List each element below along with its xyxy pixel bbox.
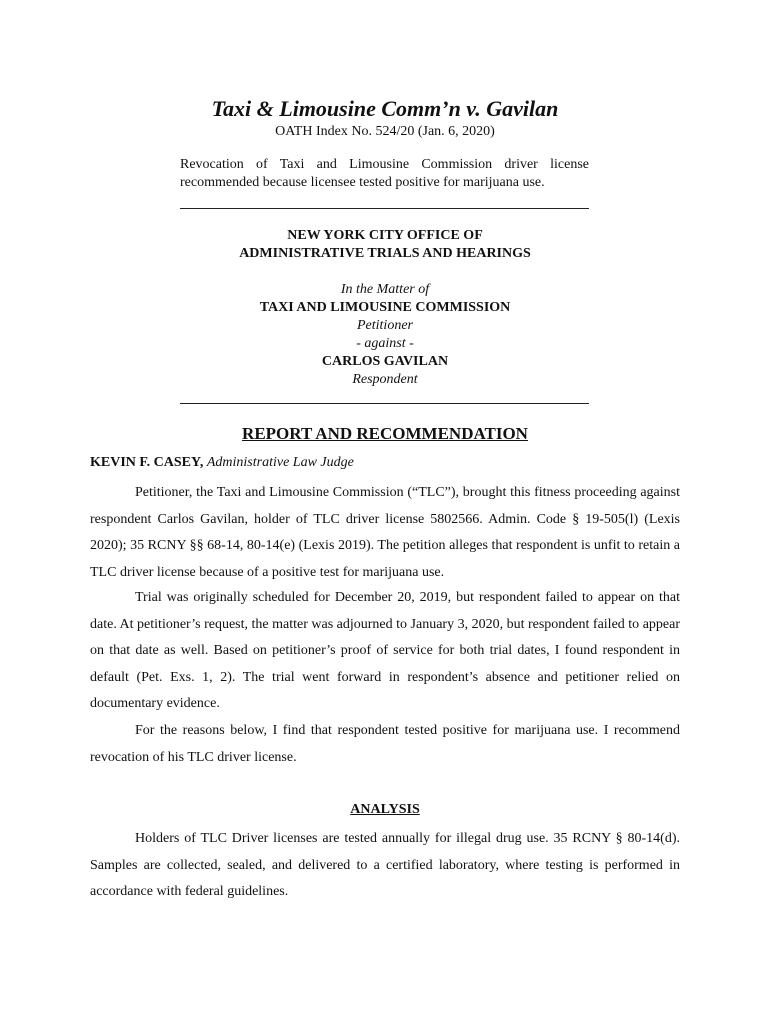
report-paragraph-2 <box>90 585 680 718</box>
case-summary <box>180 156 589 192</box>
petitioner-role: Petitioner <box>357 318 413 333</box>
petitioner-name: TAXI AND LIMOUSINE COMMISSION <box>259 300 511 315</box>
judge-title: Administrative Law Judge <box>206 455 354 470</box>
analysis-heading: ANALYSIS <box>350 802 420 817</box>
in-the-matter: In the Matter of <box>340 282 430 297</box>
case-title: Taxi & Limousine Comm’n v. Gavilan <box>211 96 559 121</box>
index-number: OATH Index No. 524/20 (Jan. 6, 2020) <box>275 124 495 139</box>
report-paragraph-1 <box>90 480 680 586</box>
against-line: - against - <box>356 336 414 351</box>
judge-line <box>90 455 354 471</box>
paragraph-text: For the reasons below, I find that respondent tested positive for marijuana use. I recommend revocation of his TLC driver license. <box>90 723 680 765</box>
respondent-name: CARLOS GAVILAN <box>321 354 449 369</box>
report-title: REPORT AND RECOMMENDATION <box>242 424 528 443</box>
respondent-role: Respondent <box>352 372 418 387</box>
judge-name: KEVIN F. CASEY, <box>90 455 204 470</box>
report-paragraph-3 <box>90 718 680 771</box>
summary-line-1: Revocation of Taxi and Limousine Commission driver license <box>180 157 589 172</box>
divider-top <box>180 208 589 209</box>
analysis-paragraph-1 <box>90 826 680 906</box>
paragraph-text: Trial was originally scheduled for December 20, 2019, but respondent failed to appear on that date. At petitioner’s request, the matter was adjourned to January 3, 2020, but respondent failed to appear on that date as well. Based on petitioner’s proof of service for both trial dates, I found respondent in default (Pet. Exs. 1, 2). The trial went forward in respondent’s absence and petitioner relied on documentary evidence. <box>90 590 680 711</box>
agency-line-2: ADMINISTRATIVE TRIALS AND HEARINGS <box>239 246 531 261</box>
agency-line-1: NEW YORK CITY OFFICE OF <box>287 228 483 243</box>
divider-bottom <box>180 403 589 404</box>
summary-line-2: recommended because licensee tested positive for marijuana use. <box>180 175 545 190</box>
paragraph-text: Holders of TLC Driver licenses are tested annually for illegal drug use. 35 RCNY § 80-14(d). Samples are collected, sealed, and delivered to a certified laboratory, where testing is performed in accordance with federal guidelines. <box>90 831 680 899</box>
paragraph-text: Petitioner, the Taxi and Limousine Commission (“TLC”), brought this fitness proceeding against respondent Carlos Gavilan, holder of TLC driver license 5802566. Admin. Code § 19-505(l) (Lexis 2020); 35 RCNY §§ 68-14, 80-14(e) (Lexis 2019). The petition alleges that respondent is unfit to retain a TLC driver license because of a positive test for marijuana use. <box>90 485 680 580</box>
